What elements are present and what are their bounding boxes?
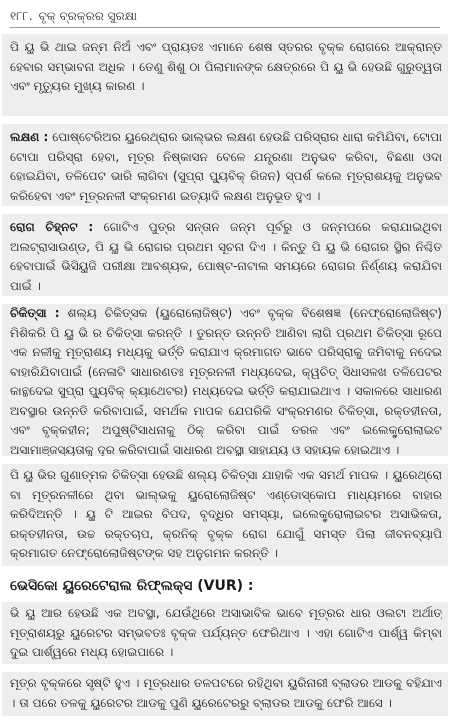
book-title: ବୃକ୍ ବ୍ରକ୍ରର ସୁରକ୍ଷା — [38, 8, 137, 23]
treatment-paragraph — [10, 304, 442, 456]
diagnosis-label: ରୋଗ ଚିହ୍ନଟ : — [10, 220, 94, 234]
vur-paragraph-1: ଭି ୟୁ ଆର ହେଉଛି ଏକ ଅବସ୍ଥା, ଯେଉଁଥିରେ ଅସାଭାବିକ ଭାବେ ମୂତ୍ରର ଧାର ଓଲଟା ଅର୍ଥାତ୍ ମୂତ୍ରାଶୟରୁ ୟୁରେଟର ସମ୍ଭବତଃ ବୃକ୍କ ପର୍ଯ୍ୟନ୍ତ ଫେରିଥାଏ । ଏହା ଗୋଟିଏ ପାର୍ଶ୍ୱ କିମ୍ବା ଦୁଇ ପାର୍ଶ୍ୱରେ ମଧ୍ୟ ହୋଇପାରେ । — [10, 606, 442, 659]
vur-heading: ଭେସିକୋ ୟୁରେଟେରାଲ ରିଫ୍ଲକ୍ସ (VUR) : — [10, 578, 254, 594]
diagnosis-paragraph — [10, 218, 442, 296]
treatment-text: ଶଲ୍ୟ ଚିକିତ୍ସକ (ୟୁରୋଲୋଜିଷ୍ଟ) ଏବଂ ବୃକ୍କ ବିଶେଷଜ୍ଞ (ନେଫ୍ରୋଲୋଜିଷ୍ଟ) ମିଶିକରି ପି ୟୁ ଭି ର ଚିକିତ୍ସା କରନ୍ତି । ତୁରନ୍ତ ଉନ୍ନତି ଆଣିବା ଲାଗି ପ୍ରଥମ ଚିକିତ୍ସା ରୂପେ ଏକ ନଳୀକୁ ମୂତ୍ରାଶୟ ମଧ୍ୟକୁ ଭର୍ତ୍ତି କରାଯାଏ କ୍ରମାଗତ ଭାବେ ପରିସ୍ରାକୁ ଜମିବାକୁ ନଦେଇ ବାହାରିଯିବାପାଇଁ (ନେଳାଟି ସାଧାରଣତଃ ମୂତ୍ରନଳୀ ମଧ୍ୟଦେଇ, କ୍ୱଚିତ୍ ସିଧାସଳଖ ତଳିପେଟର କାନ୍ଥଦେଇ ସୁପ୍ରା ପ୍ୟୁବିକ୍ କ୍ୟାଥେଟର) ମଧ୍ୟଦେଇ ଭର୍ତ୍ତି କରାଯାଇଥାଏ । ସକାଳରେ ସାଧାରଣ ଅବସ୍ଥାର ଉନ୍ନତି କରିବାପାଇଁ, ସମର୍ଥକ ମାପକ ଯେପରିକି ସଂକ୍ରମଣର ଚିକିତ୍ସା, ରକ୍ତହୀନତା, ଏବଂ ବୃକ୍କହୀନ; ଅପୁଷ୍ଟିସାଧନାକୁ ଠିକ୍ କରିବା ପାଇଁ ତରଳ ଏବଂ ଇଲେକ୍ଟ୍ରୋଲାଇଟ ଅସାମାଞ୍ଜସ୍ୟତାକୁ ଦୂର କରିବାପାଇଁ ସାଧାରଣ ଅବସ୍ଥା ସାହାଯ୍ୟ ଓ ସହାୟକ ହୋଇଥାଏ । — [10, 306, 442, 456]
intro-paragraph: ପି ୟୁ ଭି ଥାଇ ଜନ୍ମ ନିଅଁ ଏବଂ ପ୍ରାୟତଃ ଏମାନେ ଶେଷ ସ୍ତରର ବୃକ୍କ ରୋଗରେ ଆକ୍ରାନ୍ତ ହେବାର ସମ୍ଭାବନା ଅଧିକ । ତେଣୁ ଶିଶୁ ଠା ପିଲାମାନଙ୍କ କ୍ଷେତ୍ରରେ ପି ୟୁ ଭି ହେଉଛି ଗୁରୁତ୍ୱତା ଏବଂ ମୃତ୍ୟୁର ମୁଖ୍ୟ କାରଣ । — [10, 40, 442, 93]
vur-paragraph-2: ମୂତ୍ର ବୃକ୍କରେ ସୃଷ୍ଟି ହୁଏ । ମୂତ୍ରଧାର ତଳପଟରେ ରହିଥିବା ୟୁରିନାରୀ ବ୍ଲାଡର ଆଡକୁ ବହିଯାଏ । ତା ପରେ ତଳକୁ ୟୁରେଟର ଆଡକୁ ପୁଣି ୟୁରେଟେରରୁ ବ୍ଲାଡର ଆଡକୁ ଫେରି ଆସେ । — [10, 676, 442, 710]
symptoms-paragraph — [10, 128, 442, 206]
page-number: ୧୮୮. — [10, 8, 33, 23]
diagnosis-text: ଗୋଟିଏ ପୁତ୍ର ସନ୍ତାନ ଜନ୍ମ ପୂର୍ବରୁ ଓ ଜନ୍ମପରେ କରାଯାଇଥିବା ଅଲଟ୍ରାସାଉଣ୍ଡ, ପି ୟୁ ଭି ରୋଗର ପ୍ରଥମ ସୂଚନା ଦିଏ । କିନ୍ତୁ ପି ୟୁ ଭି ରୋଗର ସ୍ଥିର ନିଶ୍ଚିତ ହେବାପାଇଁ ଭିସିୟୁଜି ପରୀକ୍ଷା ଆବଶ୍ୟକ, ପୋଷ୍ଟ-ନାଟାଲ ସମୟରେ ରୋଗର ନିର୍ଣ୍ଣୟ କରାଯିବା ପାଇଁ । — [10, 220, 442, 293]
surgery-paragraph: ପି ୟୁ ଭିର ଗୁଣାତ୍ମକ ଚିକିତ୍ସା ହେଉଛି ଶଲ୍ୟ ଚିକିତ୍ସା ଯାହାକି ଏକ ସମର୍ଥ ମାପକ । ୟୁରେଥ୍ରୋ ବା ମୂତ୍ରନଳୀରେ ଥିବା ଭାଲ୍ଭକୁ ୟୁରୋଲୋଜିଷ୍ଟ ଏଣ୍ଡୋସ୍କୋପ ମାଧ୍ୟମରେ ବାହାର କରିଦିଅନ୍ତି । ୟୁ ଟି ଆଇର ବିପଦ, ବୃଦ୍ଧିର ସମସ୍ୟା, ଇଲେକ୍ଟ୍ରୋଲାଇଟର ଅସାଭିକତା, ରକ୍ତହୀନତା, ଉଚ୍ଚ ରକ୍ତଚାପ, କ୍ରନିକ୍ ବୃକ୍କ ରୋଗ ଯୋଗୁଁ ସମସ୍ତ ପିଲା ଜୀବନବ୍ୟାପି କ୍ରମାଗତ ନେଫ୍ରୋଲୋଜିଷ୍ଟଙ୍କ ସହ ଅନୁଗମନ କରନ୍ତି । — [10, 468, 442, 560]
page-header — [10, 5, 440, 28]
treatment-label: ଚିକିତ୍ସା : — [10, 306, 60, 320]
symptoms-text: ପୋଷ୍ଟେରିଅର ୟୁରେଥ୍ରାର ଭାଲ୍ଭର ଲକ୍ଷଣ ହେଉଛି ପରିସ୍ରାର ଧାରା କମିଯିବା, ଟୋପା ଟୋପା ପରିସ୍ରା ହେବା, ମୂତ୍ର ନିଷ୍କାସନ ବେଳେ ଯନ୍ତ୍ରଣା ଅନୁଭବ କରିବା, ବିଛଣା ଓଦା ହୋଇଯିବା, ତଳିପେଟ ଭାରି ଲାଗିବା (ସୁପ୍ରା ପ୍ୟୁବିକ୍ ରିଜନ) ସ୍ପର୍ଶ କଲେ ମୂତ୍ରାଶୟକୁ ଅନୁଭବ କରିହେବା ଏବଂ ମୂତ୍ରନଳୀ ସଂକ୍ରମଣ ଇତ୍ୟାଦି ଲକ୍ଷଣ ଅନୁଭୂତ ହୁଏ । — [10, 130, 442, 203]
symptoms-label: ଲକ୍ଷଣ : — [10, 130, 49, 144]
